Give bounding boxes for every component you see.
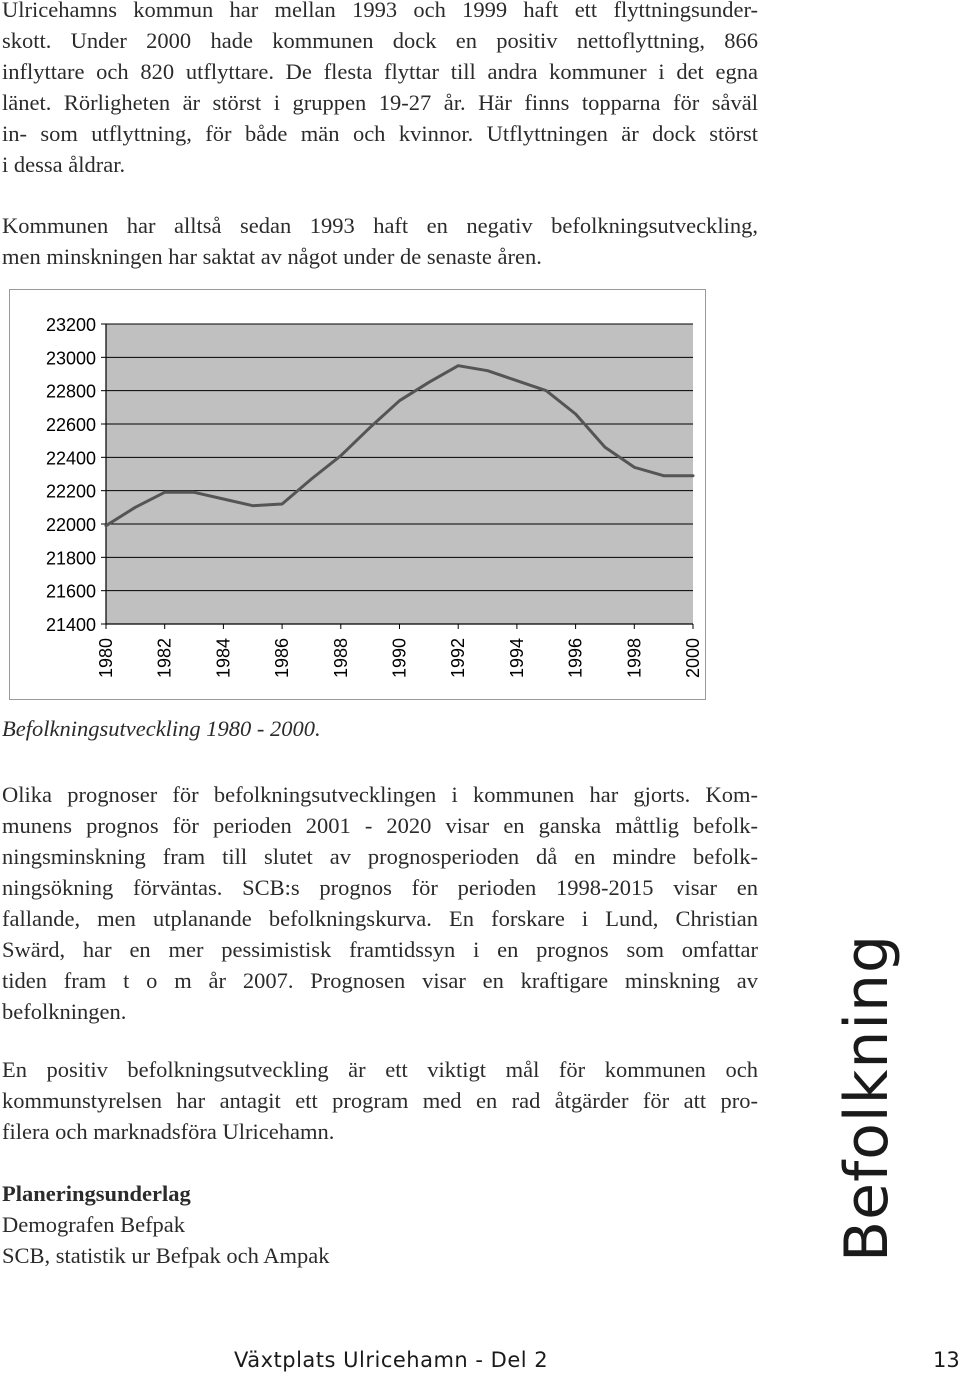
y-tick-label: 22400 [45, 448, 96, 469]
y-tick-label: 21600 [45, 581, 96, 602]
y-tick-label: 21800 [45, 548, 96, 569]
y-tick-label: 22600 [45, 415, 96, 435]
references-heading: Planeringsunderlag [2, 1181, 191, 1206]
text-line: Ulricehamns kommun har mellan 1993 och 1999 haft ett flyttningsunder- [2, 0, 758, 22]
text-line: inflyttare och 820 utflyttare. De flesta flyttar till andra kommuner i det egna [2, 59, 758, 84]
x-tick-label: 1982 [154, 638, 175, 679]
y-tick-label: 22800 [45, 381, 96, 402]
paragraph-goals [2, 1054, 758, 1147]
text-line: befolkningen. [2, 999, 127, 1024]
text-line: skott. Under 2000 hade kommunen dock en positiv nettoflyttning, 866 [2, 28, 758, 53]
x-tick-label: 2000 [683, 638, 703, 679]
text-line: munens prognos för perioden 2001 - 2020 visar en ganska måttlig befolk- [2, 813, 758, 838]
text-line: ningsminskning fram till slutet av prognosperioden då en mindre befolk- [2, 844, 758, 869]
page-number: 13 [933, 1348, 960, 1372]
reference-item: Demografen Befpak [2, 1212, 186, 1237]
text-line: men minskningen har saktat av något under de senaste åren. [2, 244, 542, 269]
population-chart-svg [10, 290, 707, 701]
text-line: filera och marknadsföra Ulricehamn. [2, 1119, 335, 1144]
x-tick-label: 1996 [565, 638, 586, 679]
text-line: i dessa åldrar. [2, 152, 126, 177]
x-tick-label: 1990 [389, 638, 410, 679]
x-tick-label: 1988 [330, 638, 351, 679]
text-line: Kommunen har alltså sedan 1993 haft en negativ befolkningsutveckling, [2, 213, 758, 238]
x-tick-label: 1986 [272, 638, 293, 679]
paragraph-migration [2, 0, 758, 180]
text-line: fallande, men utplanande befolkningskurva. En forskare i Lund, Christian [2, 906, 758, 931]
plot-area [106, 324, 693, 624]
y-tick-label: 22000 [45, 515, 96, 535]
references [2, 1178, 329, 1271]
x-tick-label: 1994 [506, 638, 527, 679]
text-line: Swärd, har en mer pessimistisk framtidssyn i en prognos som omfattar [2, 937, 758, 962]
text-line: tiden fram t o m år 2007. Prognosen visar en kraftigare minskning av [2, 968, 758, 993]
x-tick-label: 1984 [213, 638, 234, 679]
text-line: Olika prognoser för befolkningsutvecklingen i kommunen har gjorts. Kom- [2, 782, 758, 807]
x-tick-label: 1980 [96, 638, 116, 679]
paragraph-population-trend [2, 210, 758, 272]
footer-publication: Växtplats Ulricehamn - Del 2 [234, 1348, 549, 1372]
section-side-title: Befolkning [832, 933, 902, 1262]
x-tick-label: 1998 [624, 638, 645, 679]
y-tick-label: 23200 [45, 315, 96, 335]
y-tick-label: 23000 [45, 348, 96, 369]
text-line: länet. Rörligheten är störst i gruppen 19-27 år. Här finns topparna för såväl [2, 90, 758, 115]
text-line: in- som utflyttning, för både män och kvinnor. Utflyttningen är dock störst [2, 121, 758, 146]
text-line: En positiv befolkningsutveckling är ett viktigt mål för kommunen och [2, 1057, 758, 1082]
chart-caption: Befolkningsutveckling 1980 - 2000. [2, 716, 321, 741]
population-chart [9, 289, 706, 700]
x-tick-label: 1992 [448, 638, 469, 679]
y-tick-label: 21400 [45, 615, 96, 635]
text-line: kommunstyrelsen har antagit ett program med en rad åtgärder för att pro- [2, 1088, 758, 1113]
paragraph-forecasts [2, 779, 758, 1027]
text-line: ningsökning förväntas. SCB:s prognos för perioden 1998-2015 visar en [2, 875, 758, 900]
reference-item: SCB, statistik ur Befpak och Ampak [2, 1243, 330, 1268]
y-tick-label: 22200 [45, 481, 96, 502]
